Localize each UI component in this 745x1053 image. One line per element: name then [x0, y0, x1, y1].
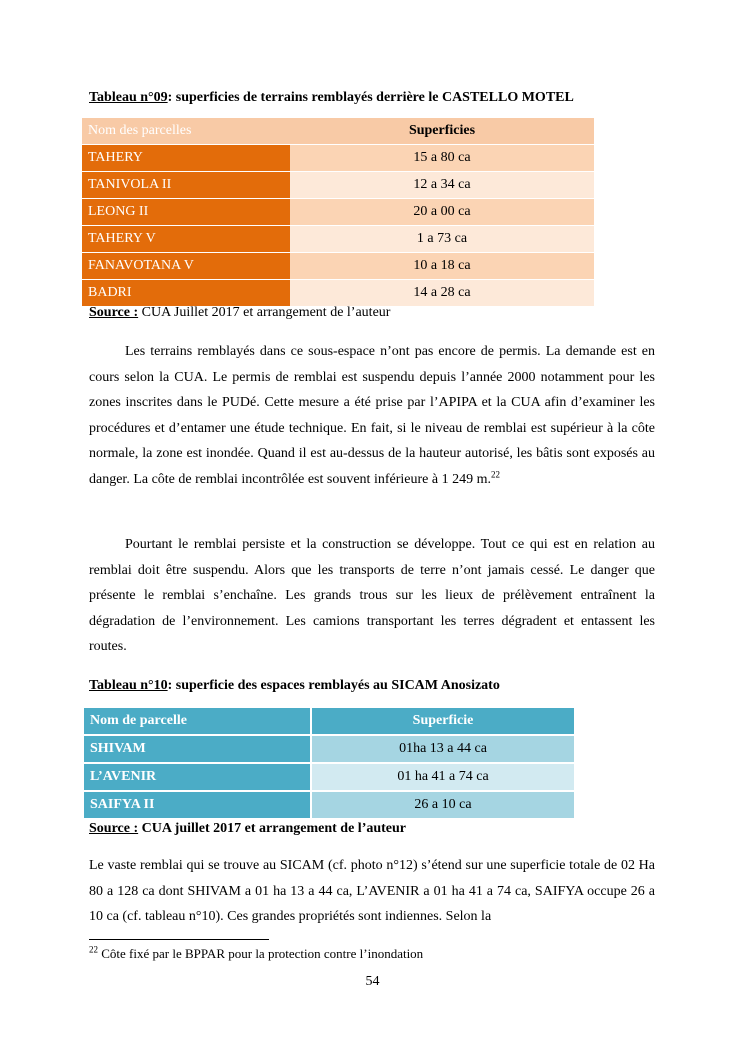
- table-row: [83, 763, 575, 791]
- table-row: [82, 172, 594, 199]
- table2-cell-value: 01ha 13 a 44 ca: [311, 735, 575, 763]
- table2-cell-value: 26 a 10 ca: [311, 791, 575, 819]
- table1-cell-value: 10 a 18 ca: [290, 253, 594, 280]
- table1-cell-value: 15 a 80 ca: [290, 145, 594, 172]
- table1-caption: [89, 89, 574, 107]
- table1-cell-value: 20 a 00 ca: [290, 199, 594, 226]
- table1-cell-name: BADRI: [82, 280, 290, 307]
- table1-cell-name: FANAVOTANA V: [82, 253, 290, 280]
- table2-source: [89, 820, 406, 838]
- table2: [82, 706, 576, 820]
- table-row: [82, 226, 594, 253]
- footnote-number: 22: [89, 944, 98, 955]
- table1-cell-value: 1 a 73 ca: [290, 226, 594, 253]
- paragraph-1: [89, 339, 655, 492]
- table-row: [82, 199, 594, 226]
- table-row: [83, 791, 575, 819]
- table2-header-name: Nom de parcelle: [83, 707, 311, 735]
- table2-caption: [89, 677, 500, 695]
- paragraph-2-text: Pourtant le remblai persiste et la construction se développe. Tout ce qui est en relation au remblai doit être suspendu. Alors que les transports de terre n’ont jamais cessé. Le danger que présente le remblai s’enchaîne. Les grands trous sur les lieux de prélèvement entraînent la dégradation de l’environnement. Les camions transportant les terres dégradent et entassent les routes.: [89, 537, 655, 654]
- table1-source-label: Source :: [89, 305, 139, 320]
- table-row: [82, 253, 594, 280]
- paragraph-2: [89, 532, 655, 660]
- table-row: [82, 280, 594, 307]
- table1-cell-value: 12 a 34 ca: [290, 172, 594, 199]
- table1-cell-name: TAHERY V: [82, 226, 290, 253]
- table2-cell-name: SHIVAM: [83, 735, 311, 763]
- table2-source-text: CUA juillet 2017 et arrangement de l’auteur: [138, 821, 407, 836]
- table2-cell-name: L’AVENIR: [83, 763, 311, 791]
- table2-caption-text: : superficie des espaces remblayés au SICAM Anosizato: [167, 678, 500, 693]
- page-number: 54: [365, 974, 380, 989]
- table-row: [82, 145, 594, 172]
- table-row: [83, 735, 575, 763]
- table1-header-row: [82, 118, 594, 145]
- table1-cell-value: 14 a 28 ca: [290, 280, 594, 307]
- table1-cell-name: TAHERY: [82, 145, 290, 172]
- table2-header-row: [83, 707, 575, 735]
- table1: [82, 118, 594, 307]
- footnote-ref: 22: [490, 468, 500, 479]
- table2-cell-value: 01 ha 41 a 74 ca: [311, 763, 575, 791]
- table1-cell-name: TANIVOLA II: [82, 172, 290, 199]
- table2-source-label: Source :: [89, 821, 139, 836]
- table2-caption-label: Tableau n°10: [89, 678, 168, 693]
- table1-caption-text: : superficies de terrains remblayés derrière le CASTELLO MOTEL: [167, 90, 574, 105]
- table1-header-value: Superficies: [290, 118, 594, 145]
- footnote: [89, 946, 423, 962]
- paragraph-3-text: Le vaste remblai qui se trouve au SICAM (cf. photo n°12) s’étend sur une superficie totale de 02 Ha 80 a 128 ca dont SHIVAM a 01 ha 13 a 44 ca, L’AVENIR a 01 ha 41 a 74 ca, SAIFYA occupe 26 a 10 ca (cf. tableau n°10). Ces grandes propriétés sont indiennes. Selon la: [89, 858, 655, 924]
- table1-source: [89, 304, 390, 322]
- paragraph-3: [89, 853, 655, 930]
- table1-caption-label: Tableau n°09: [89, 90, 168, 105]
- table1-source-text: CUA Juillet 2017 et arrangement de l’auteur: [138, 305, 391, 320]
- table1-cell-name: LEONG II: [82, 199, 290, 226]
- paragraph-1-text: Les terrains remblayés dans ce sous-espace n’ont pas encore de permis. La demande est en cours selon la CUA. Le permis de remblai est suspendu depuis l’année 2000 notamment pour les zones inscrites dans le PUDé. Cette mesure a été prise par l’APIPA et la CUA afin d’examiner les procédures et d’entamer une étude technique. En fait, si le niveau de remblai est supérieur à la côte normale, la zone est inondée. Quand il est au-dessus de la hauteur autorisé, les bâtis sont exposés au danger. La côte de remblai incontrôlée est souvent inférieure à 1 249 m.: [89, 344, 655, 487]
- footnote-text: Côte fixé par le BPPAR pour la protection contre l’inondation: [98, 946, 424, 961]
- table1-header-name: Nom des parcelles: [82, 118, 290, 145]
- table2-cell-name: SAIFYA II: [83, 791, 311, 819]
- footnote-divider: [89, 939, 269, 940]
- table2-header-value: Superficie: [311, 707, 575, 735]
